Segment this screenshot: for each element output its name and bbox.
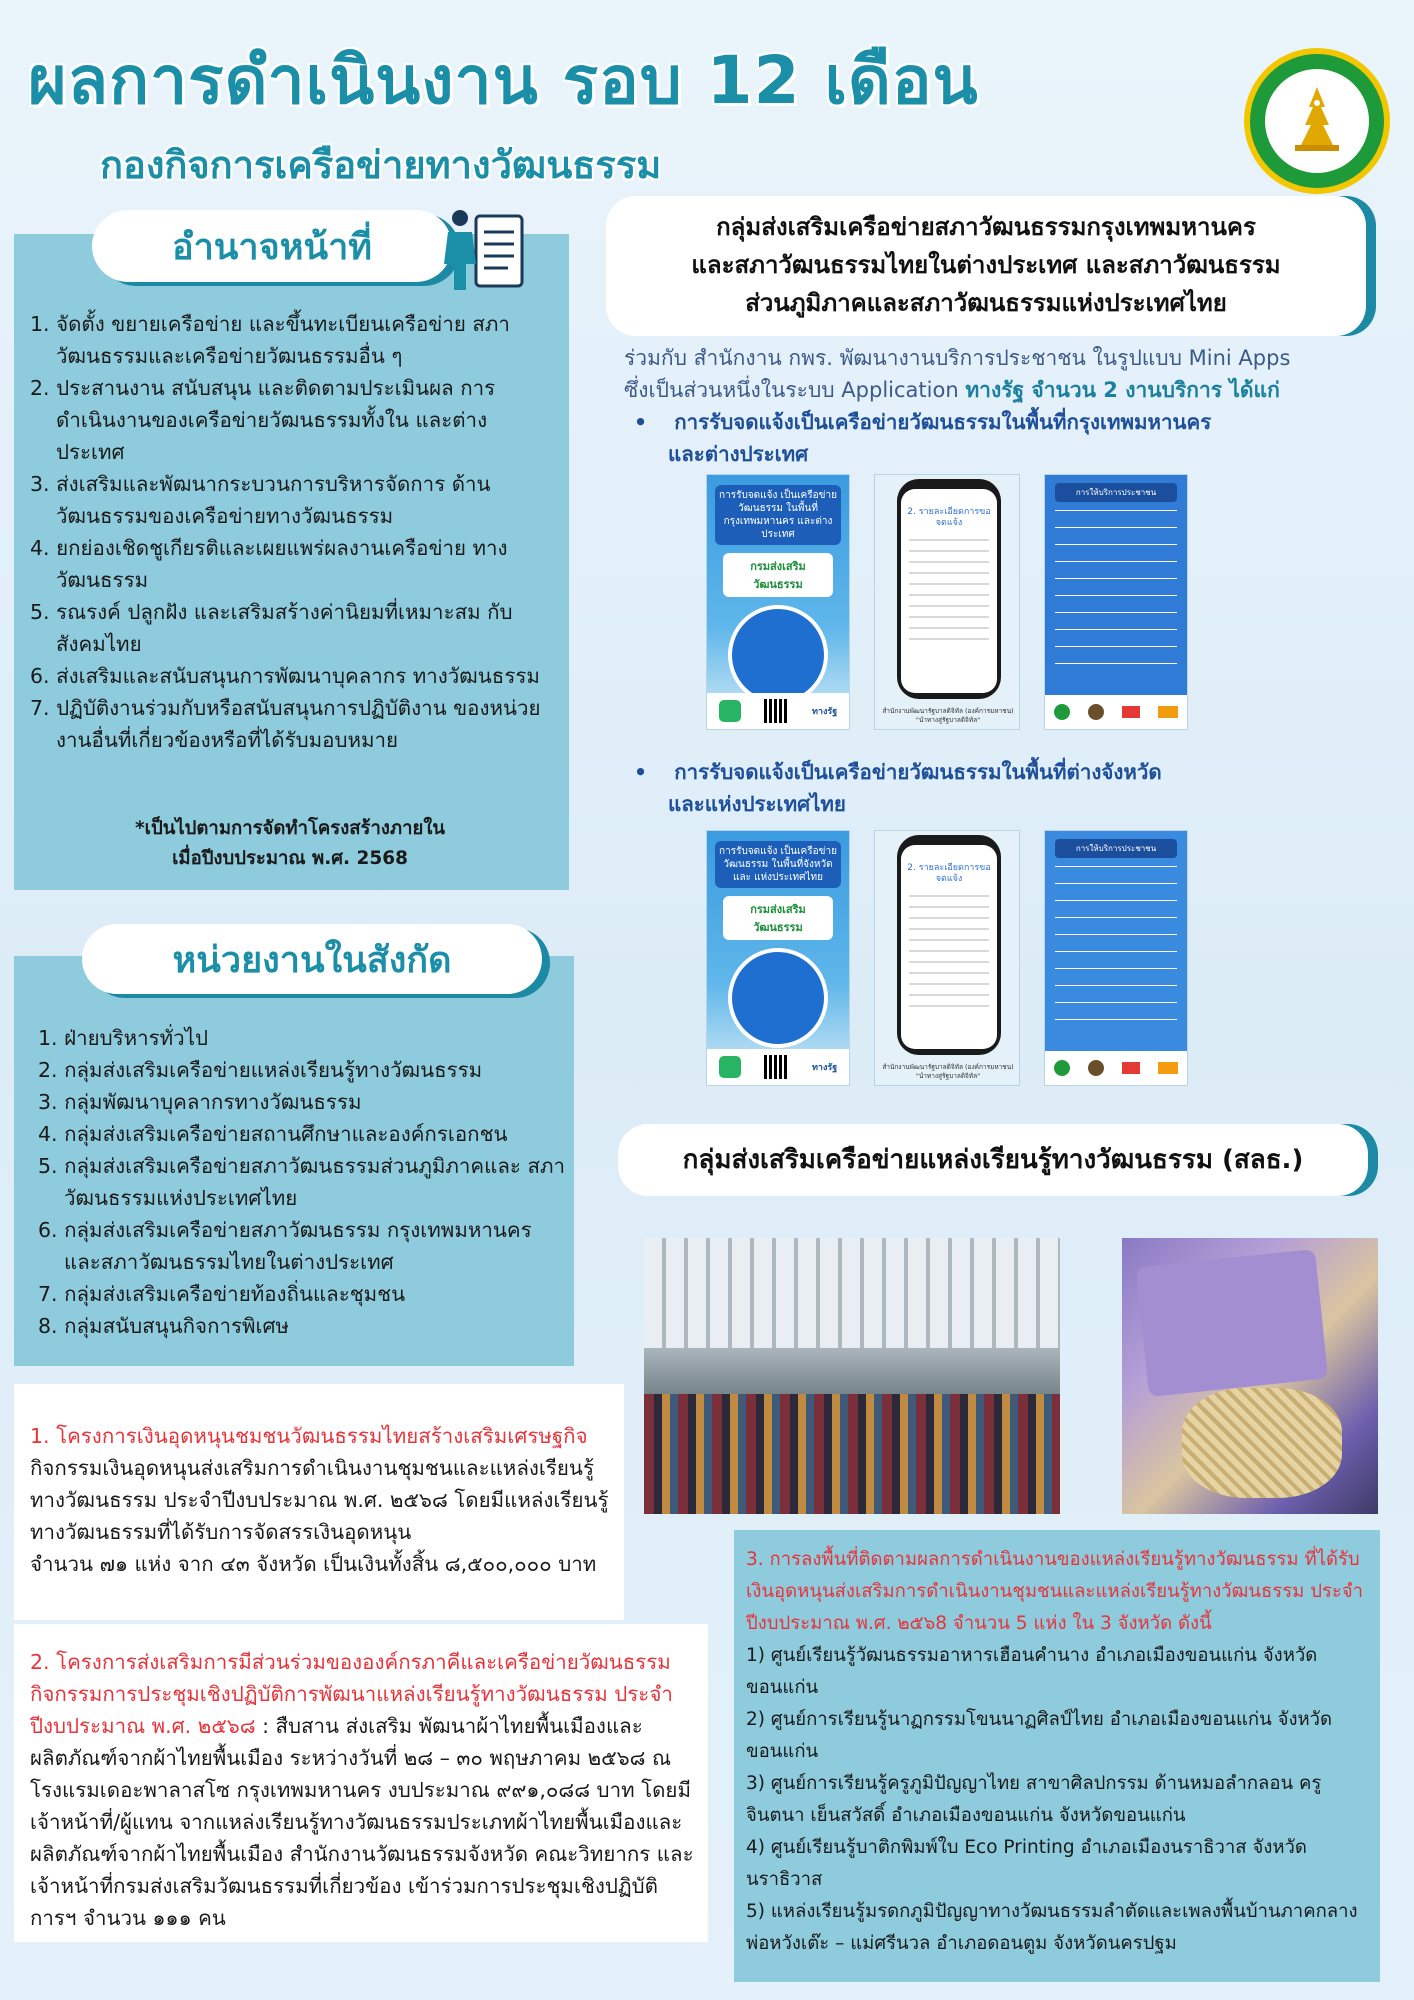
qr-code-icon	[764, 1055, 788, 1079]
pillow-shape	[1136, 1249, 1329, 1397]
service-rows	[1055, 866, 1177, 1036]
phone-frame	[897, 479, 1001, 699]
tangrat-text: ทางรัฐ	[965, 378, 1025, 402]
duty-item: 2. ประสานงาน สนับสนุน และติดตามประเมินผล การดำเนินงานของเครือข่ายวัฒนธรรมทั้งใน และต่างประเทศ	[30, 376, 496, 464]
learning-center-item: 1) ศูนย์เรียนรู้วัฒนธรรมอาหารเฮือนคำนาง อำเภอเมืองขอนแก่น จังหวัดขอนแก่น	[746, 1645, 1318, 1698]
logo-icon	[1054, 704, 1070, 720]
project1-body2: จำนวน ๗๑ แห่ง จาก ๔๓ จังหวัด เป็นเงินทั้งสิ้น ๘,๕๐๐,๐๐๐ บาท	[30, 1552, 597, 1576]
units-list	[38, 1022, 568, 1342]
learning-center-item: 5) แหล่งเรียนรู้มรดกภูมิปัญญาทางวัฒนธรรมลำตัดและเพลงพื้นบ้านภาคกลาง พ่อหวังเต๊ะ – แม่ศรีนวล อำเภอดอนตูม จังหวัดนครปฐม	[746, 1901, 1358, 1954]
app-footer	[707, 693, 849, 729]
phone-frame	[897, 835, 1001, 1055]
app-brand-badge	[723, 896, 833, 940]
thai-textile-photo	[1122, 1238, 1378, 1514]
qr-code-icon	[764, 699, 788, 723]
project3-title: 3. การลงพื้นที่ติดตามผลการดำเนินงานของแหล่งเรียนรู้ทางวัฒนธรรม ที่ได้รับเงินอุดหนุนส่งเสริมการดำเนินงานชุมชนและแหล่งเรียนรู้ทางวัฒนธรรม ประจำปีงบประมาณ พ.ศ. ๒๕๖8 จำนวน 5 แห่ง ใน 3 จังหวัด ดังนี้	[746, 1549, 1364, 1634]
intro-text: ซึ่งเป็นส่วนหนึ่งในระบบ Application	[624, 378, 966, 402]
unit-item: 4. กลุ่มส่งเสริมเครือข่ายสถานศึกษาและองค์กรเอกชน	[38, 1122, 508, 1146]
service-header: การให้บริการประชาชน	[1055, 839, 1177, 858]
unit-item: 5. กลุ่มส่งเสริมเครือข่ายสภาวัฒนธรรมส่วนภูมิภาคและ สภาวัฒนธรรมแห่งประเทศไทย	[38, 1154, 565, 1210]
bkk-heading-line2: และสภาวัฒนธรรมไทยในต่างประเทศ และสภาวัฒนธรรม	[691, 251, 1281, 279]
app-footer	[707, 1049, 849, 1085]
phone-screen	[901, 845, 997, 1049]
learning-center-item: 4) ศูนย์เรียนรู้บาติกพิมพ์ใบ Eco Printing อำเภอเมืองนราธิวาส จังหวัดนราธิวาส	[746, 1837, 1307, 1890]
bkk-intro-line2	[624, 374, 1384, 406]
app-brand-text: กรมส่งเสริม วัฒนธรรม	[750, 903, 806, 934]
app-form-screenshot-province	[874, 830, 1020, 1086]
app-illustration	[728, 948, 828, 1048]
form-footer-text: สำนักงานพัฒนารัฐบาลดิจิทัล (องค์การมหาชน) "นำทางสู่รัฐบาลดิจิทัล"	[882, 1063, 1014, 1080]
learning-heading-text: กลุ่มส่งเสริมเครือข่ายแหล่งเรียนรู้ทางวัฒนธรรม (สลธ.)	[682, 1145, 1304, 1175]
bkk-group-heading	[606, 196, 1366, 336]
bkk-intro	[624, 342, 1384, 406]
app-brand-text: กรมส่งเสริม วัฒนธรรม	[750, 560, 806, 591]
app-card-province	[706, 830, 850, 1086]
project3-content	[746, 1544, 1372, 1960]
bullet1-line1: การรับจดแจ้งเป็นเครือข่ายวัฒนธรรมในพื้นที่กรุงเทพมหานคร	[674, 410, 1212, 434]
project1-content	[30, 1420, 618, 1580]
temple-emblem-icon	[1277, 81, 1357, 161]
duties-note	[40, 814, 540, 874]
clipboard-person-icon	[432, 204, 532, 294]
unit-item: 8. กลุ่มสนับสนุนกิจการพิเศษ	[38, 1314, 290, 1338]
service-list-screenshot-bkk	[1044, 474, 1188, 730]
tangrat-app-label: ทางรัฐ	[811, 1063, 838, 1073]
project1-body: กิจกรรมเงินอุดหนุนส่งเสริมการดำเนินงานชุมชนและแหล่งเรียนรู้ทางวัฒนธรรม ประจำปีงบประมาณ พ.ศ. ๒๕๖๘ โดยมีแหล่งเรียนรู้ทางวัฒนธรรมที่ได้รับการจัดสรรเงินอุดหนุน	[30, 1456, 609, 1544]
logo-icon	[1088, 704, 1104, 720]
page-subtitle: กองกิจการเครือข่ายทางวัฒนธรรม	[100, 143, 662, 187]
form-lines	[909, 539, 989, 649]
units-heading	[82, 924, 542, 994]
learning-center-item: 2) ศูนย์การเรียนรู้นาฏกรรมโขนนาฏศิลป์ไทย อำเภอเมืองขอนแก่น จังหวัดขอนแก่น	[746, 1709, 1333, 1762]
logo-icon	[1088, 1060, 1104, 1076]
bullet-province-service	[634, 756, 1354, 820]
logo-icon	[1122, 706, 1140, 718]
duties-note-line2: เมื่อปีงบประมาณ พ.ศ. 2568	[172, 848, 408, 869]
app-card-title: การรับจดแจ้ง เป็นเครือข่ายวัฒนธรรม ในพื้นที่จังหวัดและ แห่งประเทศไทย	[715, 841, 841, 888]
bullet-bkk-service	[634, 406, 1354, 470]
logo-icon	[1158, 706, 1178, 718]
duty-item: 4. ยกย่องเชิดชูเกียรติและเผยแพร่ผลงานเครือข่าย ทางวัฒนธรรม	[30, 536, 508, 592]
workshop-group-photo	[644, 1238, 1060, 1514]
app-brand-badge	[723, 553, 833, 597]
service-list-screenshot-province	[1044, 830, 1188, 1086]
unit-item: 7. กลุ่มส่งเสริมเครือข่ายท้องถิ่นและชุมชน	[38, 1282, 406, 1306]
seal-emblem	[1265, 69, 1369, 173]
duty-item: 5. รณรงค์ ปลูกฝัง และเสริมสร้างค่านิยมที่เหมาะสม กับสังคมไทย	[30, 600, 513, 656]
duties-heading	[92, 210, 452, 282]
tangrat-logo-icon	[719, 700, 741, 722]
duty-item: 6. ส่งเสริมและสนับสนุนการพัฒนาบุคลากร ทางวัฒนธรรม	[30, 664, 540, 688]
project1-title: 1. โครงการเงินอุดหนุนชมชนวัฒนธรรมไทยสร้างเสริมเศรษฐกิจ	[30, 1424, 588, 1448]
duty-item: 1. จัดตั้ง ขยายเครือข่าย และขึ้นทะเบียนเครือข่าย สภาวัฒนธรรมและเครือข่ายวัฒนธรรมอื่น ๆ	[30, 312, 510, 368]
duties-note-line1: *เป็นไปตามการจัดทำโครงสร้างภายใน	[134, 818, 446, 839]
page-title: ผลการดำเนินงาน รอบ 12 เดือน	[28, 42, 979, 119]
unit-item: 6. กลุ่มส่งเสริมเครือข่ายสภาวัฒนธรรม กรุงเทพมหานคร และสภาวัฒนธรรมไทยในต่างประเทศ	[38, 1218, 532, 1274]
project2-body: : สืบสาน ส่งเสริม พัฒนาผ้าไทยพื้นเมืองและผลิตภัณฑ์จากผ้าไทยพื้นเมือง ระหว่างวันที่ ๒๘ – ๓๐ พฤษภาคม ๒๕๖๘ ณ โรงแรมเดอะพาลาสโซ กรุงเทพมหานคร งบประมาณ ๙๙๑,๐๘๘ บาท โดยมีเจ้าหน้าที่/ผู้แทน จากแหล่งเรียนรู้ทางวัฒนธรรมประเภทผ้าไทยพื้นเมืองและผลิตภัณฑ์จากผ้าไทยพื้นเมือง สำนักงานวัฒนธรรมจังหวัด คณะวิทยากร และเจ้าหน้าที่กรมส่งเสริมวัฒนธรรมที่เกี่ยวข้อง เข้าร่วมการประชุมเชิงปฏิบัติการฯ จำนวน ๑๑๑ คน	[30, 1714, 694, 1930]
form-footer-text: สำนักงานพัฒนารัฐบาลดิจิทัล (องค์การมหาชน) "นำทางสู่รัฐบาลดิจิทัล"	[882, 707, 1014, 724]
service-rows	[1055, 510, 1177, 680]
units-heading-text: หน่วยงานในสังกัด	[172, 939, 452, 981]
phone-screen	[901, 489, 997, 693]
ceiling-lights	[644, 1238, 1060, 1348]
project2-title: 2. โครงการส่งเสริมการมีส่วนร่วมขององค์กรภาคีและเครือข่ายวัฒนธรรม กิจกรรมการประชุมเชิงปฏิบัติการพัฒนาแหล่งเรียนรู้ทางวัฒนธรรม ประจำปีงบประมาณ พ.ศ. ๒๕๖๘	[30, 1650, 673, 1738]
unit-item: 1. ฝ่ายบริหารทั่วไป	[38, 1026, 209, 1050]
bkk-intro-line1: ร่วมกับ สำนักงาน กพร. พัฒนางานบริการประชาชน ในรูปแบบ Mini Apps	[624, 346, 1291, 370]
learning-group-heading	[618, 1124, 1368, 1196]
form-lines	[909, 895, 989, 1015]
learning-center-item: 3) ศูนย์การเรียนรู้ครูภูมิปัญญาไทย สาขาศิลปกรรม ด้านหมอลำกลอน ครูจินตนา เย็นสวัสดิ์ อำเภอเมืองขอนแก่น จังหวัดขอนแก่น	[746, 1773, 1322, 1826]
service-count-text: จำนวน 2 งานบริการ ได้แก่	[1024, 378, 1280, 402]
app-card-title: การรับจดแจ้ง เป็นเครือข่ายวัฒนธรรม ในพื้นที่กรุงเทพมหานคร และต่างประเทศ	[715, 485, 841, 545]
duties-list	[30, 308, 550, 756]
logo-icon	[1122, 1062, 1140, 1074]
logo-icon	[1158, 1062, 1178, 1074]
form-title: 2. รายละเอียดการขอจดแจ้ง	[907, 863, 991, 884]
app-illustration	[728, 605, 828, 705]
bullet1-line2: และต่างประเทศ	[668, 442, 809, 466]
attendees-crowd	[644, 1394, 1060, 1514]
unit-item: 3. กลุ่มพัฒนาบุคลากรทางวัฒนธรรม	[38, 1090, 362, 1114]
unit-item: 2. กลุ่มส่งเสริมเครือข่ายแหล่งเรียนรู้ทางวัฒนธรรม	[38, 1058, 483, 1082]
bullet2-line1: การรับจดแจ้งเป็นเครือข่ายวัฒนธรรมในพื้นที่ต่างจังหวัด	[674, 760, 1162, 784]
partner-logos	[1045, 695, 1187, 729]
service-header: การให้บริการประชาชน	[1055, 483, 1177, 502]
project2-content	[30, 1646, 702, 1934]
bullet-dot-icon: •	[634, 410, 648, 434]
bullet-dot-icon: •	[634, 760, 648, 784]
app-card-bkk	[706, 474, 850, 730]
form-title: 2. รายละเอียดการขอจดแจ้ง	[907, 507, 991, 528]
bullet2-line2: และแห่งประเทศไทย	[668, 792, 846, 816]
woven-basket	[1182, 1388, 1342, 1498]
duty-item: 7. ปฏิบัติงานร่วมกับหรือสนับสนุนการปฏิบัติงาน ของหน่วยงานอื่นที่เกี่ยวข้องหรือที่ได้รับมอบหมาย	[30, 696, 541, 752]
tangrat-logo-icon	[719, 1056, 741, 1078]
duty-item: 3. ส่งเสริมและพัฒนากระบวนการบริหารจัดการ ด้านวัฒนธรรมของเครือข่ายทางวัฒนธรรม	[30, 472, 491, 528]
tangrat-app-label: ทางรัฐ	[811, 707, 838, 717]
department-seal	[1244, 48, 1390, 194]
bkk-heading-line3: ส่วนภูมิภาคและสภาวัฒนธรรมแห่งประเทศไทย	[745, 289, 1227, 317]
partner-logos	[1045, 1051, 1187, 1085]
logo-icon	[1054, 1060, 1070, 1076]
duties-heading-text: อำนาจหน้าที่	[171, 226, 373, 268]
app-form-screenshot-bkk	[874, 474, 1020, 730]
bkk-heading-line1: กลุ่มส่งเสริมเครือข่ายสภาวัฒนธรรมกรุงเทพมหานคร	[716, 213, 1256, 241]
